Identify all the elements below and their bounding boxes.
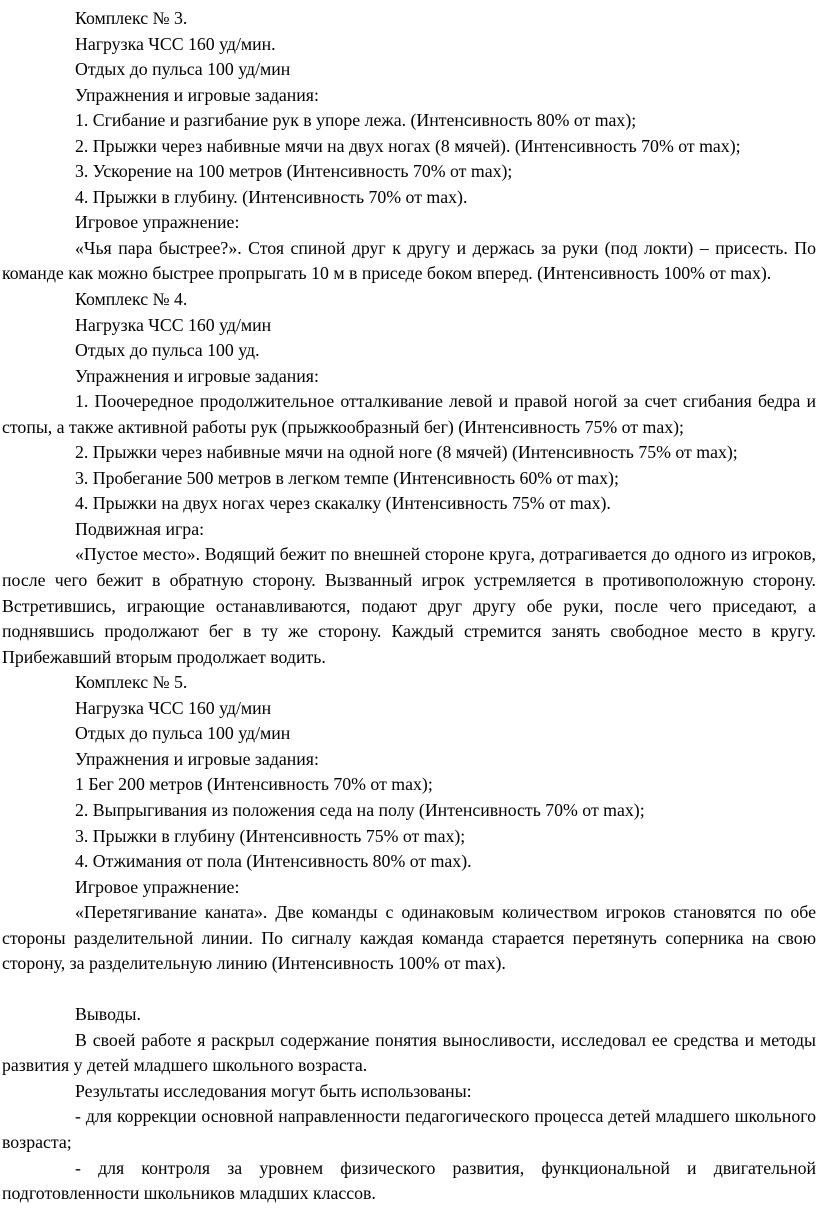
complex-4-game-text: «Пустое место». Водящий бежит по внешней стороне круга, дотрагивается до одного из игроков, после чего бежит в обратную сторону. Вызванный игрок устремляется в противоположную сторону. Встретившись, играющие останавливаются, подают друг другу обе руки, после чего приседают, а поднявшись продолжают бег в ту же сторону. Каждый стремится занять свободное место в кругу. Прибежавший вторым продолжает водить.	[2, 544, 816, 667]
complex-3-heading: Комплекс № 3.	[75, 8, 188, 28]
complex-4-exercise-4: 4. Прыжки на двух ногах через скакалку (Интенсивность 75% от max).	[75, 493, 611, 514]
complex-4-game-heading: Подвижная игра:	[75, 518, 205, 539]
conclusions-paragraph-2: Результаты исследования могут быть использованы:	[75, 1080, 472, 1101]
complex-3-load: Нагрузка ЧСС 160 уд/мин.	[75, 33, 276, 54]
complex-5-exercise-2: 2. Выпрыгивания из положения седа на полу (Интенсивность 70% от max);	[75, 799, 645, 820]
complex-5-game-heading: Игровое упражнение:	[75, 876, 240, 897]
conclusions-bullet-2: - для контроля за уровнем физического развития, функциональной и двигательной подготовленности школьников младших классов.	[2, 1157, 816, 1204]
complex-4-exercise-3: 3. Пробегание 500 метров в легком темпе (Интенсивность 60% от max);	[75, 467, 619, 488]
complex-5-game-text: «Перетягивание каната». Две команды с одинаковым количеством игроков становятся по обе стороны разделительной линии. По сигналу каждая команда старается перетянуть соперника на свою сторону, за разделительную линию (Интенсивность 100% от max).	[2, 902, 816, 974]
complex-5-exercise-1: 1 Бег 200 метров (Интенсивность 70% от max);	[75, 774, 433, 795]
complex-3-exercise-1: 1. Сгибание и разгибание рук в упоре лежа. (Интенсивность 80% от max);	[75, 110, 637, 131]
conclusions-paragraph-1: В своей работе я раскрыл содержание понятия выносливости, исследовал ее средства и методы развития у детей младшего школьного возраста.	[2, 1029, 816, 1076]
complex-5-rest: Отдых до пульса 100 уд/мин	[75, 723, 291, 744]
complex-3-exercise-2: 2. Прыжки через набивные мячи на двух ногах (8 мячей). (Интенсивность 70% от max);	[75, 135, 741, 156]
complex-5-heading: Комплекс № 5.	[75, 672, 188, 693]
complex-4-rest: Отдых до пульса 100 уд.	[75, 340, 260, 361]
complex-4-exercise-2: 2. Прыжки через набивные мячи на одной ноге (8 мячей) (Интенсивность 75% от max);	[75, 442, 738, 463]
complex-5-exercise-3: 3. Прыжки в глубину (Интенсивность 75% от max);	[75, 825, 466, 846]
complex-5-exercise-4: 4. Отжимания от пола (Интенсивность 80% от max).	[75, 851, 472, 872]
complex-4-exercises-heading: Упражнения и игровые задания:	[75, 365, 319, 386]
conclusions-bullet-1: - для коррекции основной направленности педагогического процесса детей младшего школьного возраста;	[2, 1106, 816, 1153]
complex-3-exercise-3: 3. Ускорение на 100 метров (Интенсивность 70% от max);	[75, 161, 513, 182]
complex-3-game-heading: Игровое упражнение:	[75, 212, 240, 233]
complex-4-heading: Комплекс № 4.	[75, 289, 188, 310]
complex-4-exercise-1: 1. Поочередное продолжительное отталкивание левой и правой ногой за счет сгибания бедра и стопы, а также активной работы рук (прыжкообразный бег) (Интенсивность 75% от max);	[2, 391, 816, 437]
complex-3-rest: Отдых до пульса 100 уд/мин	[75, 59, 291, 80]
complex-3-exercise-4: 4. Прыжки в глубину. (Интенсивность 70% от max).	[75, 186, 468, 207]
complex-3-game-text: «Чья пара быстрее?». Стоя спиной друг к другу и держась за руки (под локти) – присесть. По команде как можно быстрее пропрыгать 10 м в приседе боком вперед. (Интенсивность 100% от max).	[2, 237, 816, 284]
conclusions-heading: Выводы.	[75, 1004, 141, 1025]
complex-5-exercises-heading: Упражнения и игровые задания:	[75, 748, 319, 769]
section-spacer	[2, 977, 816, 1003]
complex-4-load: Нагрузка ЧСС 160 уд/мин	[75, 314, 272, 335]
complex-3-exercises-heading: Упражнения и игровые задания:	[75, 84, 319, 105]
complex-5-load: Нагрузка ЧСС 160 уд/мин	[75, 697, 272, 718]
